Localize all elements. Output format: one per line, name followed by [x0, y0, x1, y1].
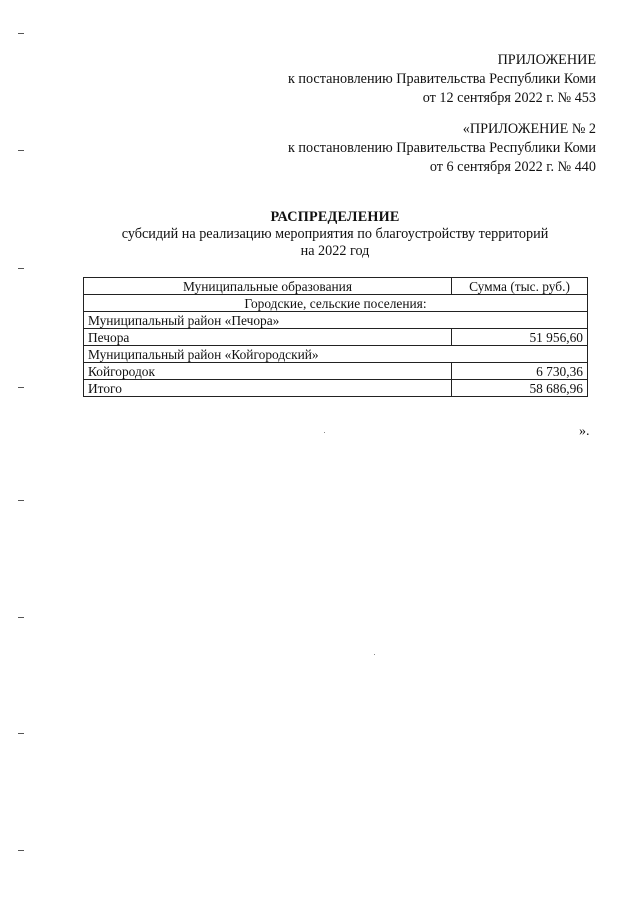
- margin-mark: [18, 33, 24, 34]
- row-name: Печора: [84, 329, 452, 346]
- row-sum: 6 730,36: [452, 363, 588, 380]
- margin-mark: [18, 733, 24, 734]
- table-section-row: [84, 295, 588, 312]
- appendix2-header: [288, 120, 596, 177]
- title-subtitle-line2: на 2022 год: [300, 243, 370, 259]
- district-name: Муниципальный район «Койгородский»: [84, 346, 588, 363]
- margin-mark: [18, 617, 24, 618]
- appendix2-title: «ПРИЛОЖЕНИЕ № 2: [462, 121, 596, 137]
- table-row-district: [84, 312, 588, 329]
- document-title: [0, 209, 640, 260]
- header-sum: Сумма (тыс. руб.): [452, 278, 588, 295]
- table-row-district: [84, 346, 588, 363]
- title-subtitle-line1: субсидий на реализацию мероприятия по благоустройству территорий: [121, 226, 549, 242]
- table-header-row: [84, 278, 588, 295]
- table-row: [84, 363, 588, 380]
- appendix-header: [288, 51, 596, 108]
- appendix-resolution-line: к постановлению Правительства Республики Коми: [287, 71, 596, 87]
- distribution-table: [83, 277, 588, 397]
- closing-quote: ».: [579, 424, 590, 439]
- appendix-date-line: от 12 сентября 2022 г. № 453: [422, 90, 596, 106]
- appendix2-date-line: от 6 сентября 2022 г. № 440: [429, 159, 596, 175]
- margin-mark: [18, 500, 24, 501]
- district-name: Муниципальный район «Печора»: [84, 312, 588, 329]
- appendix-title: ПРИЛОЖЕНИЕ: [497, 52, 596, 68]
- total-sum: 58 686,96: [452, 380, 588, 397]
- margin-mark: [18, 387, 24, 388]
- header-municipalities: Муниципальные образования: [84, 278, 452, 295]
- scan-speck: [374, 654, 375, 655]
- margin-mark: [18, 850, 24, 851]
- title-main: РАСПРЕДЕЛЕНИЕ: [270, 209, 400, 225]
- table-row-total: [84, 380, 588, 397]
- section-heading: Городские, сельские поселения:: [84, 295, 588, 312]
- row-sum: 51 956,60: [452, 329, 588, 346]
- scan-speck: [324, 432, 325, 433]
- total-label: Итого: [84, 380, 452, 397]
- table-row: [84, 329, 588, 346]
- appendix2-resolution-line: к постановлению Правительства Республики Коми: [287, 140, 596, 156]
- margin-mark: [18, 150, 24, 151]
- margin-mark: [18, 268, 24, 269]
- row-name: Койгородок: [84, 363, 452, 380]
